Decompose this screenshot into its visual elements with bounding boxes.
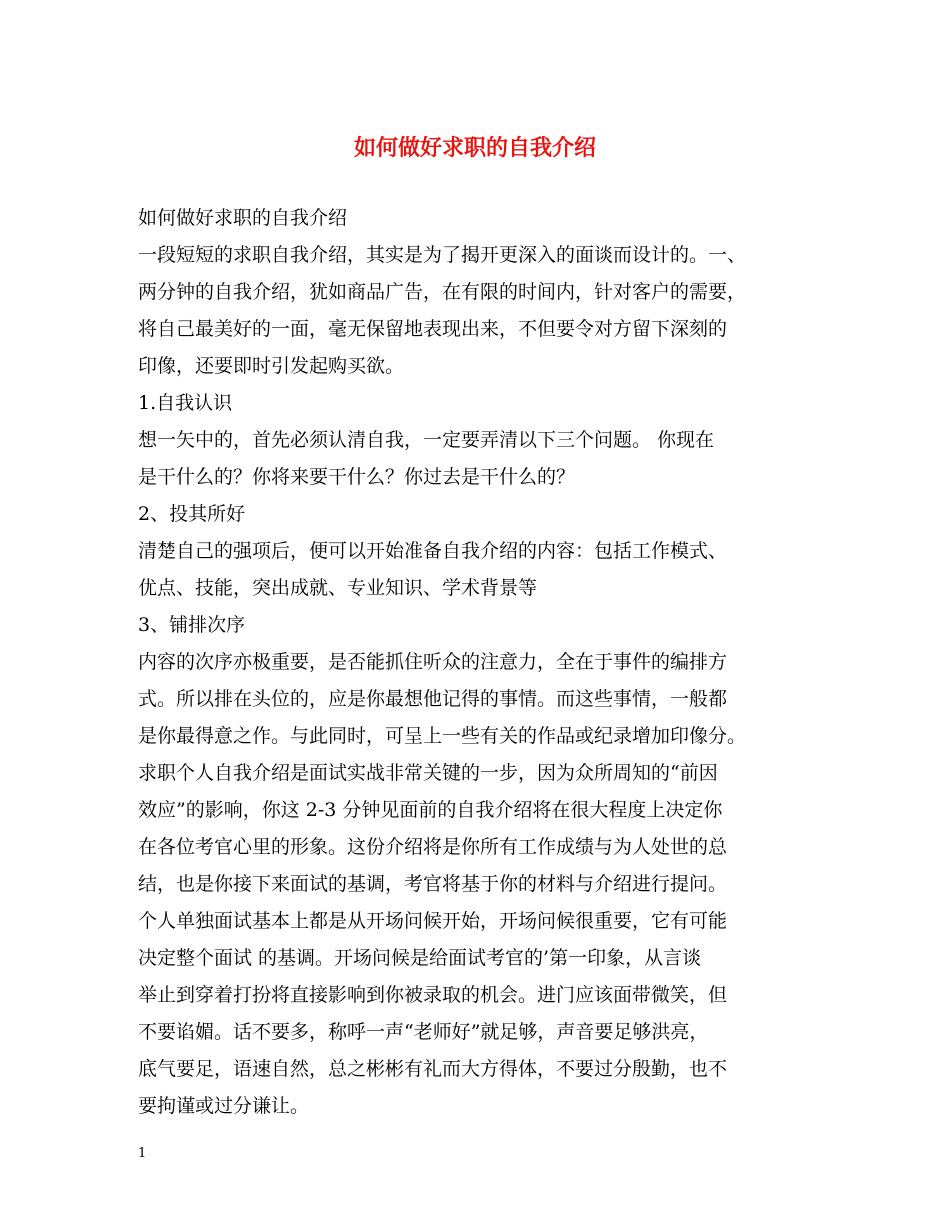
body-line: 在各位考官心里的形象。这份介绍将是你所有工作成绩与为人处世的总 xyxy=(138,836,728,858)
body-line: 是干什么的？你将来要干什么？你过去是干什么的？ xyxy=(138,466,576,488)
body-line: 想一矢中的，首先必须认清自我，一定要弄清以下三个问题。 你现在 xyxy=(138,429,715,451)
body-line: 印像，还要即时引发起购买欲。 xyxy=(138,355,405,377)
page-number: 1 xyxy=(138,1146,147,1161)
body-line: 式。所以排在头位的，应是你最想他记得的事情。而这些事情，一般都 xyxy=(138,688,728,710)
section-heading: 2、投其所好 xyxy=(138,503,246,525)
body-line: 清楚自己的强项后，便可以开始准备自我介绍的内容：包括工作模式、 xyxy=(138,540,728,562)
document-title: 如何做好求职的自我介绍 xyxy=(353,135,596,161)
section-heading: 3、铺排次序 xyxy=(138,614,246,636)
body-line: 举止到穿着打扮将直接影响到你被录取的机会。进门应该面带微笑，但 xyxy=(138,984,728,1006)
body-line: 个人单独面试基本上都是从开场问候开始，开场问候很重要，它有可能 xyxy=(138,910,728,932)
body-line: 决定整个面试 的基调。开场问候是给面试考官的’第一印象，从言谈 xyxy=(138,947,702,969)
body-line: 内容的次序亦极重要，是否能抓住听众的注意力，全在于事件的编排方 xyxy=(138,651,728,673)
section-heading: 1.自我认识 xyxy=(138,392,233,414)
body-line: 底气要足，语速自然，总之彬彬有礼而大方得体，不要过分殷勤，也不 xyxy=(138,1058,728,1080)
body-line: 是你最得意之作。与此同时，可呈上一些有关的作品或纪录增加印像分。 xyxy=(138,725,747,747)
body-line: 优点、技能，突出成就、专业知识、学术背景等 xyxy=(138,577,538,599)
body-line: 不要谄媚。话不要多，称呼一声“老师好”就足够，声音要足够洪亮， xyxy=(138,1021,709,1043)
body-line: 如何做好求职的自我介绍 xyxy=(138,207,348,229)
body-line: 求职个人自我介绍是面试实战非常关键的一步，因为众所周知的“前因 xyxy=(138,762,718,784)
body-line: 一段短短的求职自我介绍，其实是为了揭开更深入的面谈而设计的。一、 xyxy=(138,244,747,266)
body-line: 效应”的影响，你这 2-3 分钟见面前的自我介绍将在很大程度上决定你 xyxy=(138,799,723,821)
document-body xyxy=(138,200,838,1125)
body-line: 要拘谨或过分谦让。 xyxy=(138,1095,310,1117)
body-line: 结，也是你接下来面试的基调，考官将基于你的材料与介绍进行提问。 xyxy=(138,873,728,895)
body-line: 将自己最美好的一面，毫无保留地表现出来，不但要令对方留下深刻的 xyxy=(138,318,728,340)
body-line: 两分钟的自我介绍，犹如商品广告，在有限的时间内，针对客户的需要， xyxy=(138,281,747,303)
